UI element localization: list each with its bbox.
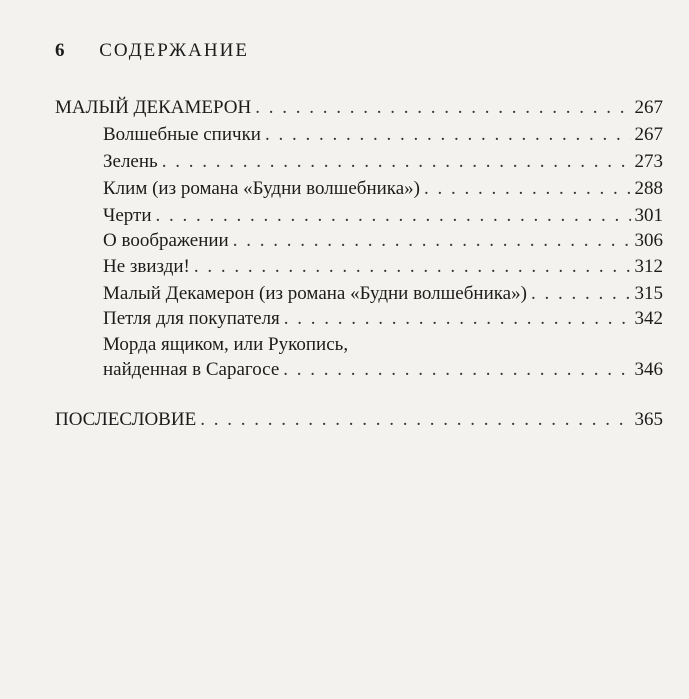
toc-label: Клим (из романа «Будни волшебника»): [103, 178, 420, 199]
toc-leader: [162, 150, 631, 174]
toc-page: 346: [634, 359, 663, 380]
toc-entry: [103, 123, 663, 147]
toc-label: ПОСЛЕСЛОВИЕ: [55, 409, 197, 430]
toc-page: 312: [634, 256, 663, 277]
toc-entry: [103, 282, 663, 306]
page-header: [55, 40, 249, 62]
toc-page: 273: [634, 151, 663, 172]
toc-page: 306: [634, 230, 663, 251]
toc-entry: [103, 204, 663, 228]
toc-label: Петля для покупателя: [103, 308, 280, 329]
toc-page: 315: [634, 283, 663, 304]
toc-leader: [233, 229, 631, 253]
toc-label: найденная в Сарагосе: [103, 359, 280, 380]
toc-leader: [194, 255, 631, 279]
toc-entry: [103, 255, 663, 279]
toc-page: 288: [634, 178, 663, 199]
page-title: СОДЕРЖАНИЕ: [99, 40, 249, 61]
toc-leader: [156, 204, 631, 228]
toc-section-malyi-dekameron: [55, 96, 663, 120]
toc-page: 301: [634, 205, 663, 226]
toc-section-posleslovie: [55, 408, 663, 432]
toc-label: О воображении: [103, 230, 229, 251]
page-number: 6: [55, 40, 66, 61]
toc-leader: [255, 96, 630, 120]
toc-label: Зелень: [103, 151, 158, 172]
toc-entry: [103, 229, 663, 253]
toc-label: Черти: [103, 205, 152, 226]
toc-entry: [103, 358, 663, 382]
toc-label: Малый Декамерон (из романа «Будни волшебника»): [103, 283, 527, 304]
toc-label: Волшебные спички: [103, 124, 261, 145]
toc-page: 267: [634, 124, 663, 145]
toc-entry: [103, 307, 663, 331]
toc-leader: [200, 408, 630, 432]
toc-label-line1: Морда ящиком, или Рукопись,: [103, 334, 349, 355]
toc-leader: [531, 282, 631, 306]
toc-entry: [103, 177, 663, 201]
toc-page: 267: [634, 97, 663, 118]
toc-leader: [284, 307, 631, 331]
toc-label: Не звизди!: [103, 256, 190, 277]
toc-page: 342: [634, 308, 663, 329]
toc-leader: [265, 123, 631, 147]
toc-label: МАЛЫЙ ДЕКАМЕРОН: [55, 97, 252, 118]
toc-page: 365: [634, 409, 663, 430]
toc-leader: [283, 358, 630, 382]
toc-entry: [103, 150, 663, 174]
toc-leader: [424, 177, 631, 201]
